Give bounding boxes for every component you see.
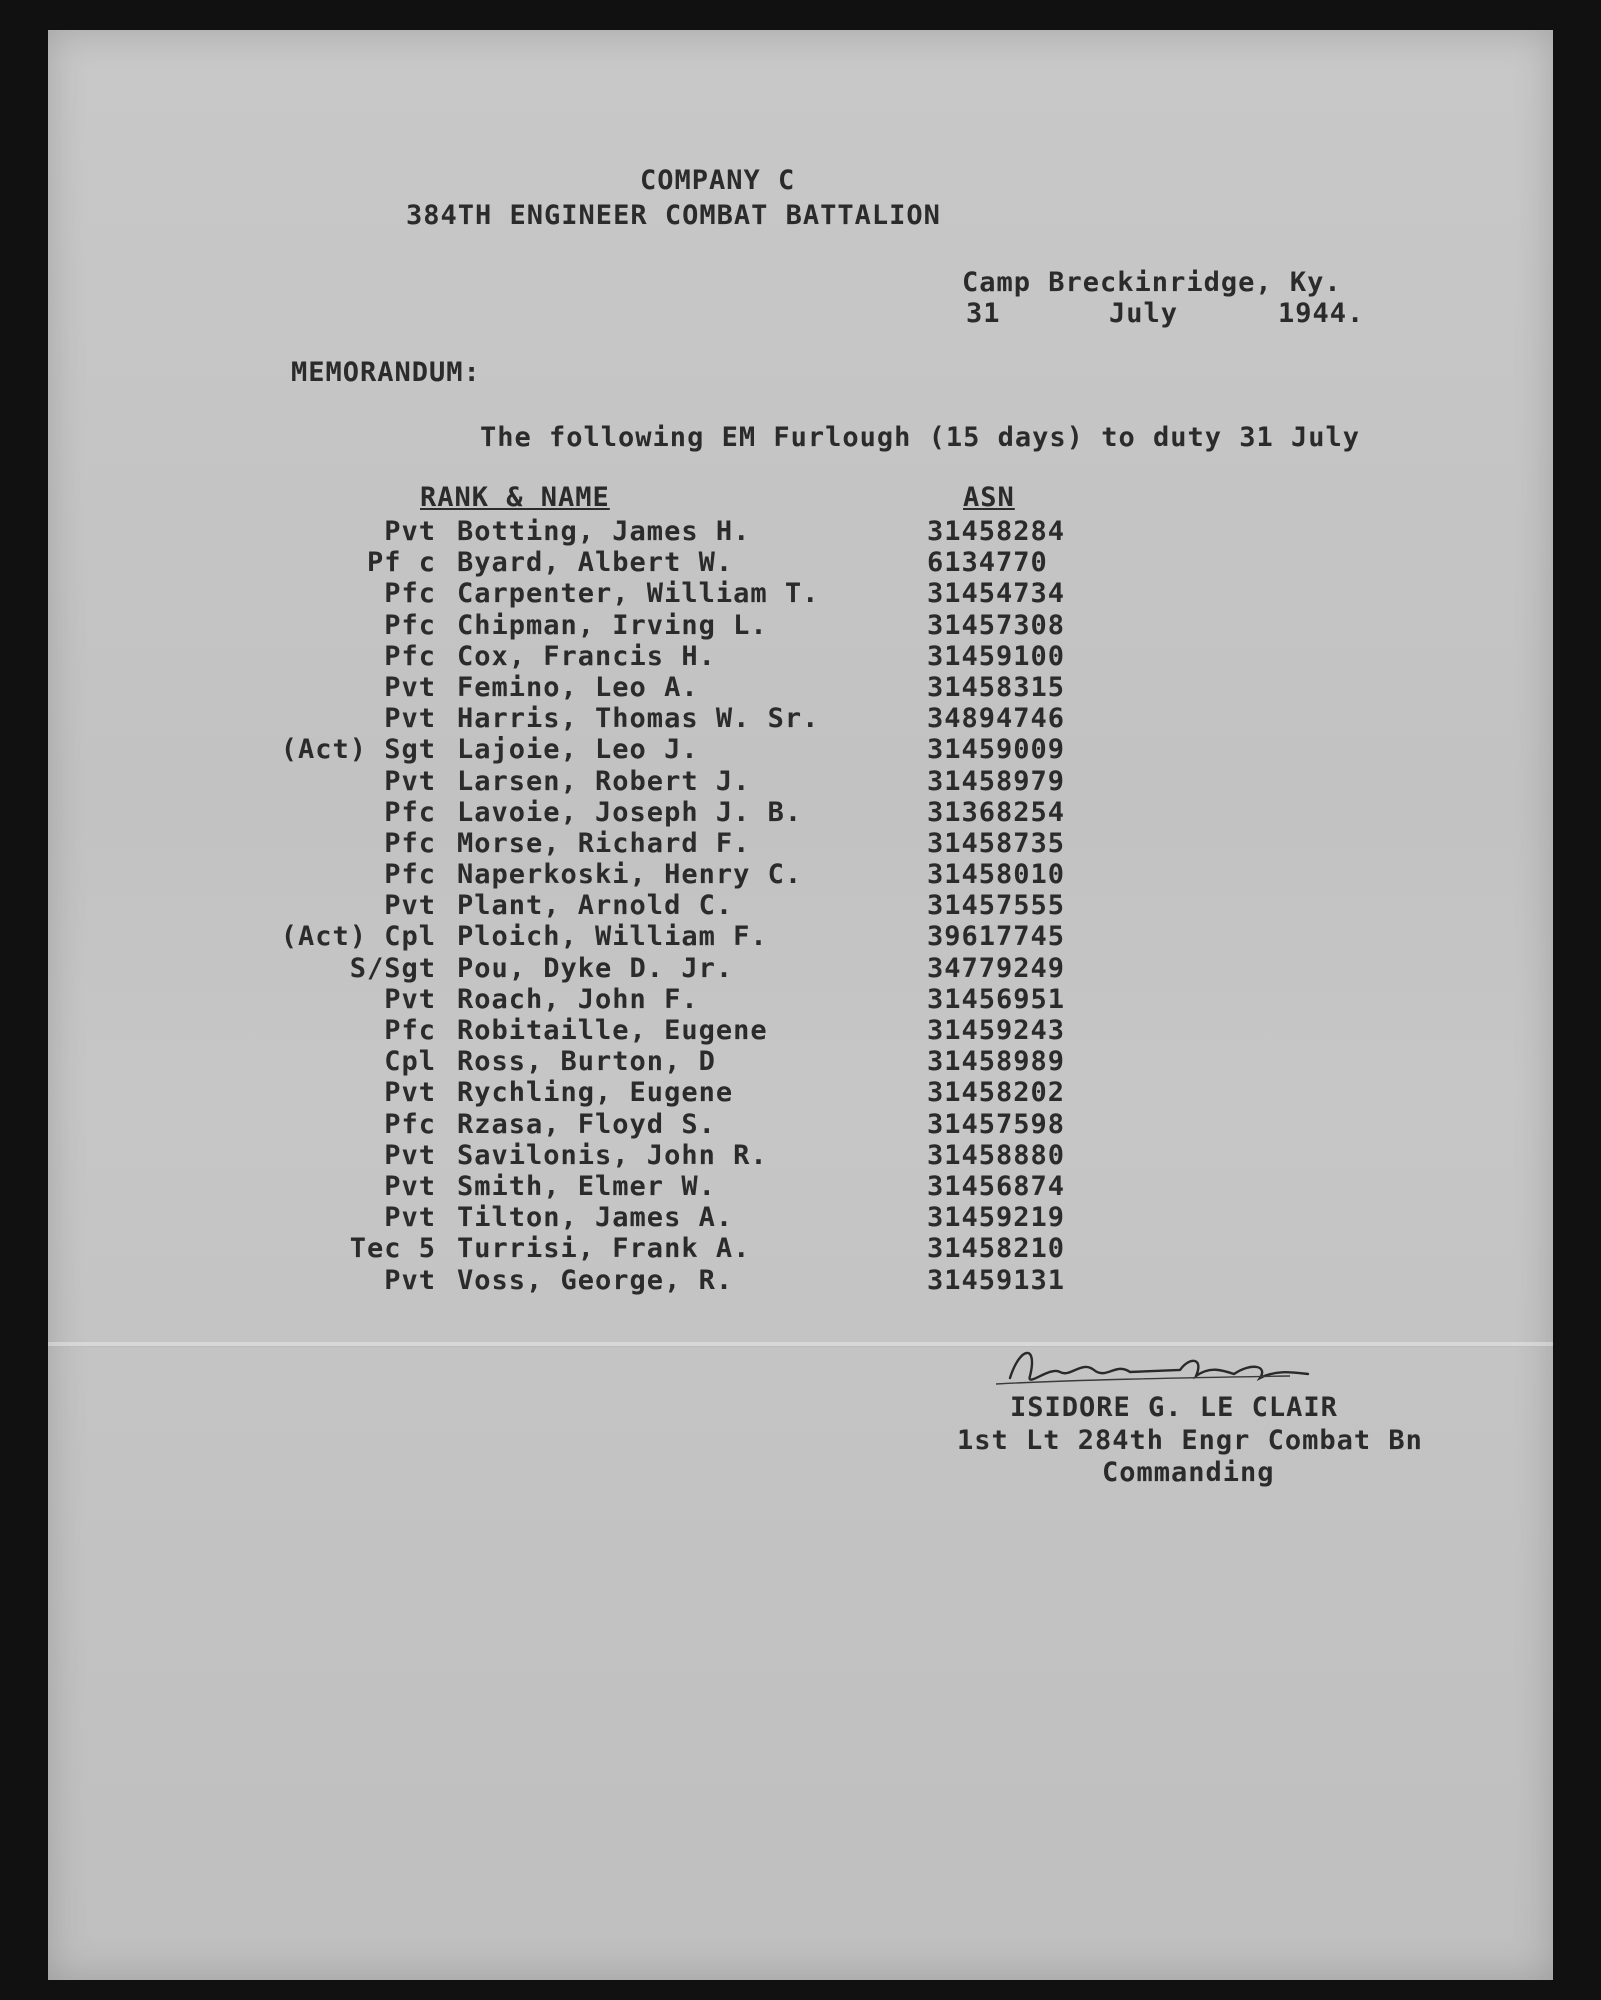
roster-rank: Pvt [384,1170,436,1202]
signatory-name: ISIDORE G. LE CLAIR [1010,1392,1338,1423]
roster-asn: 31459131 [927,1264,1066,1296]
roster-list [48,516,1553,1296]
roster-row [48,890,1553,921]
roster-asn: 31454734 [927,578,1066,610]
roster-asn: 31456874 [927,1170,1066,1202]
roster-name: Roach, John F. [457,983,699,1015]
roster-row [48,1077,1553,1108]
roster-name: Carpenter, William T. [457,578,820,610]
roster-row [48,828,1553,859]
roster-rank: Pvt [384,1139,436,1171]
roster-asn: 31458284 [927,516,1066,547]
roster-rank: Pfc [384,640,436,672]
roster-rank: Pfc [384,1108,436,1140]
roster-row [48,1202,1553,1233]
roster-asn: 31456951 [927,983,1066,1015]
roster-asn: 31458880 [927,1139,1066,1171]
roster-name: Savilonis, John R. [457,1139,768,1171]
roster-rank: (Act) Cpl [280,921,436,953]
roster-row [48,921,1553,952]
roster-asn: 31457555 [927,890,1066,922]
roster-row [48,1109,1553,1140]
roster-row [48,610,1553,641]
roster-name: Turrisi, Frank A. [457,1233,751,1265]
roster-asn: 31458979 [927,765,1066,797]
roster-asn: 39617745 [927,921,1066,953]
roster-row [48,578,1553,609]
roster-asn: 31458210 [927,1233,1066,1265]
roster-name: Smith, Elmer W. [457,1170,716,1202]
roster-name: Botting, James H. [457,516,751,547]
date-year: 1944. [1278,298,1365,329]
roster-asn: 31458989 [927,1046,1066,1078]
company-heading: COMPANY C [640,165,796,196]
roster-name: Cox, Francis H. [457,640,716,672]
place-line: Camp Breckinridge, Ky. [962,267,1342,298]
roster-name: Larsen, Robert J. [457,765,751,797]
roster-rank: Tec 5 [349,1233,436,1265]
roster-name: Naperkoski, Henry C. [457,859,803,891]
roster-rank: Pfc [384,859,436,891]
roster-rank: Pvt [384,765,436,797]
roster-row [48,953,1553,984]
roster-asn: 31459243 [927,1015,1066,1046]
roster-row [48,984,1553,1015]
roster-asn: 6134770 [927,547,1048,579]
roster-rank: Pvt [384,1077,436,1109]
roster-row [48,734,1553,765]
column-header-rank-name: RANK & NAME [420,482,610,513]
roster-asn: 31368254 [927,796,1066,828]
roster-name: Ploich, William F. [457,921,768,953]
roster-rank: Pvt [384,703,436,735]
memo-page [48,30,1553,1980]
roster-rank: Pvt [384,983,436,1015]
battalion-heading: 384TH ENGINEER COMBAT BATTALION [406,200,941,231]
date-month: July [1109,298,1179,329]
roster-row [48,1015,1553,1046]
roster-row [48,1046,1553,1077]
roster-row [48,859,1553,890]
date-day: 31 [966,298,1001,329]
roster-row [48,516,1553,547]
roster-rank: Pvt [384,671,436,703]
roster-name: Tilton, James A. [457,1202,734,1234]
roster-rank: S/Sgt [349,952,436,984]
signatory-role: Commanding [1102,1457,1275,1488]
roster-asn: 31459100 [927,640,1066,672]
roster-name: Chipman, Irving L. [457,609,768,641]
roster-rank: Pvt [384,516,436,547]
roster-row [48,1233,1553,1264]
roster-rank: Pfc [384,609,436,641]
roster-rank: Cpl [384,1046,436,1078]
roster-name: Femino, Leo A. [457,671,699,703]
roster-row [48,1140,1553,1171]
roster-rank: Pfc [384,578,436,610]
roster-rank: (Act) Sgt [280,734,436,766]
roster-row [48,1171,1553,1202]
roster-asn: 31458315 [927,671,1066,703]
roster-row [48,672,1553,703]
roster-row [48,797,1553,828]
roster-rank: Pvt [384,1264,436,1296]
roster-rank: Pvt [384,1202,436,1234]
roster-asn: 31457308 [927,609,1066,641]
roster-asn: 34779249 [927,952,1066,984]
roster-name: Robitaille, Eugene [457,1015,768,1046]
roster-row [48,766,1553,797]
roster-row [48,547,1553,578]
column-header-asn: ASN [963,482,1015,513]
roster-name: Lavoie, Joseph J. B. [457,796,803,828]
roster-rank: Pf c [366,547,436,579]
roster-name: Morse, Richard F. [457,827,751,859]
roster-name: Rychling, Eugene [457,1077,734,1109]
roster-name: Lajoie, Leo J. [457,734,699,766]
roster-asn: 34894746 [927,703,1066,735]
roster-name: Harris, Thomas W. Sr. [457,703,820,735]
roster-asn: 31458202 [927,1077,1066,1109]
roster-name: Byard, Albert W. [457,547,734,579]
roster-asn: 31457598 [927,1108,1066,1140]
roster-name: Plant, Arnold C. [457,890,734,922]
handwritten-signature [990,1336,1330,1396]
roster-rank: Pfc [384,827,436,859]
roster-asn: 31459219 [927,1202,1066,1234]
roster-asn: 31459009 [927,734,1066,766]
intro-line: The following EM Furlough (15 days) to duty 31 July [480,422,1361,453]
roster-name: Rzasa, Floyd S. [457,1108,716,1140]
roster-asn: 31458735 [927,827,1066,859]
roster-name: Voss, George, R. [457,1264,734,1296]
roster-name: Ross, Burton, D [457,1046,716,1078]
roster-rank: Pfc [384,1015,436,1046]
roster-rank: Pvt [384,890,436,922]
roster-row [48,703,1553,734]
signatory-title: 1st Lt 284th Engr Combat Bn [957,1425,1423,1456]
roster-rank: Pfc [384,796,436,828]
memorandum-label: MEMORANDUM: [291,357,481,388]
roster-asn: 31458010 [927,859,1066,891]
roster-name: Pou, Dyke D. Jr. [457,952,734,984]
roster-row [48,641,1553,672]
roster-row [48,1265,1553,1296]
